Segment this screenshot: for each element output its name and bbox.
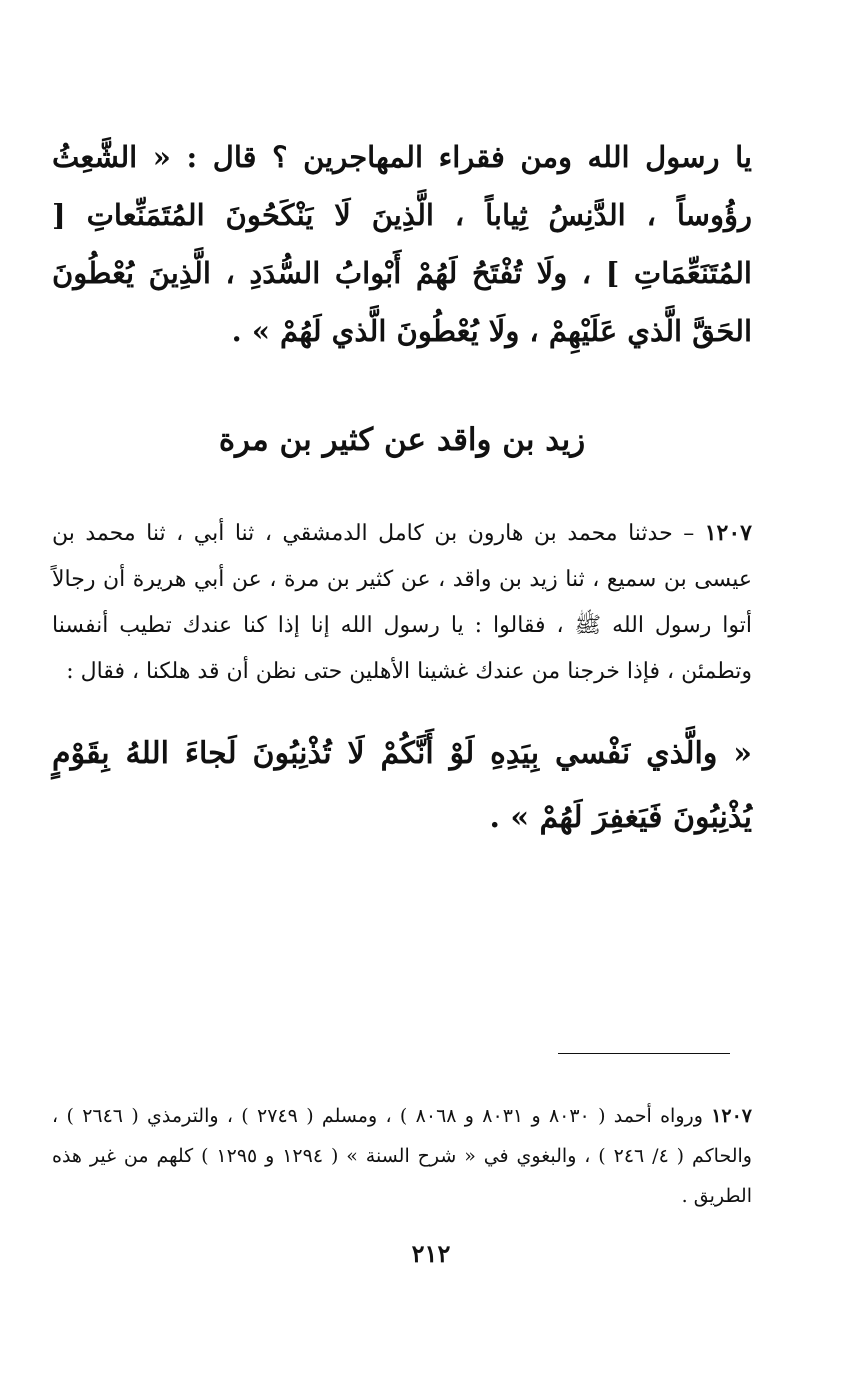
- page-number: ٢١٢: [411, 1239, 451, 1268]
- hadith-paragraph: [52, 510, 752, 695]
- continued-hadith-text: يا رسول الله ومن فقراء المهاجرين ؟ قال : « الشَّعِثُ رؤُوساً ، الدَّنِسُ ثِياباً ، الَّذِينَ لَا يَنْكَحُونَ المُتَمَنِّعاتِ [ المُتَنَعِّمَاتِ ] ، ولَا تُفْتَحُ لَهُمْ أَبْوابُ السُّدَدِ ، الَّذِينَ يُعْطُونَ الحَقَّ الَّذي عَلَيْهِمْ ، ولَا يُعْطُونَ الَّذي لَهُمْ » .: [52, 140, 752, 348]
- footnote-divider: [558, 1053, 730, 1054]
- footnote: [52, 1096, 752, 1216]
- footnote-text: ورواه أحمد ( ٨٠٣٠ و ٨٠٣١ و ٨٠٦٨ ) ، ومسلم ( ٢٧٤٩ ) ، والترمذي ( ٢٦٤٦ ) ، والحاكم ( ٤/ ٢٤٦ ) ، والبغوي في « شرح السنة » ( ١٢٩٤ و ١٢٩٥ ) كلهم من غير هذه الطريق .: [52, 1105, 752, 1207]
- section-heading: زيد بن واقد عن كثير بن مرة: [218, 422, 586, 458]
- prophetic-quote: « والَّذي نَفْسي بِيَدِهِ لَوْ أَنَّكُمْ لَا تُذْنِبُونَ لَجاءَ اللهُ بِقَوْمٍ يُذْنِبُونَ فَيَغفِرَ لَهُمْ » .: [52, 736, 752, 835]
- hadith-number: ١٢٠٧: [704, 520, 752, 546]
- hadith-chain-text: – حدثنا محمد بن هارون بن كامل الدمشقي ، ثنا أبي ، ثنا محمد بن عيسى بن سميع ، ثنا زيد بن واقد ، عن كثير بن مرة ، عن أبي هريرة أن رجالاً أتوا رسول الله ﷺ ، فقالوا : يا رسول الله إنا إذا كنا عندك تطيب أنفسنا وتطمئن ، فإذا خرجنا من عندك غشينا الأهلين حتى نظن أن قد هلكنا ، فقال :: [52, 521, 752, 684]
- footnote-number: ١٢٠٧: [711, 1105, 753, 1127]
